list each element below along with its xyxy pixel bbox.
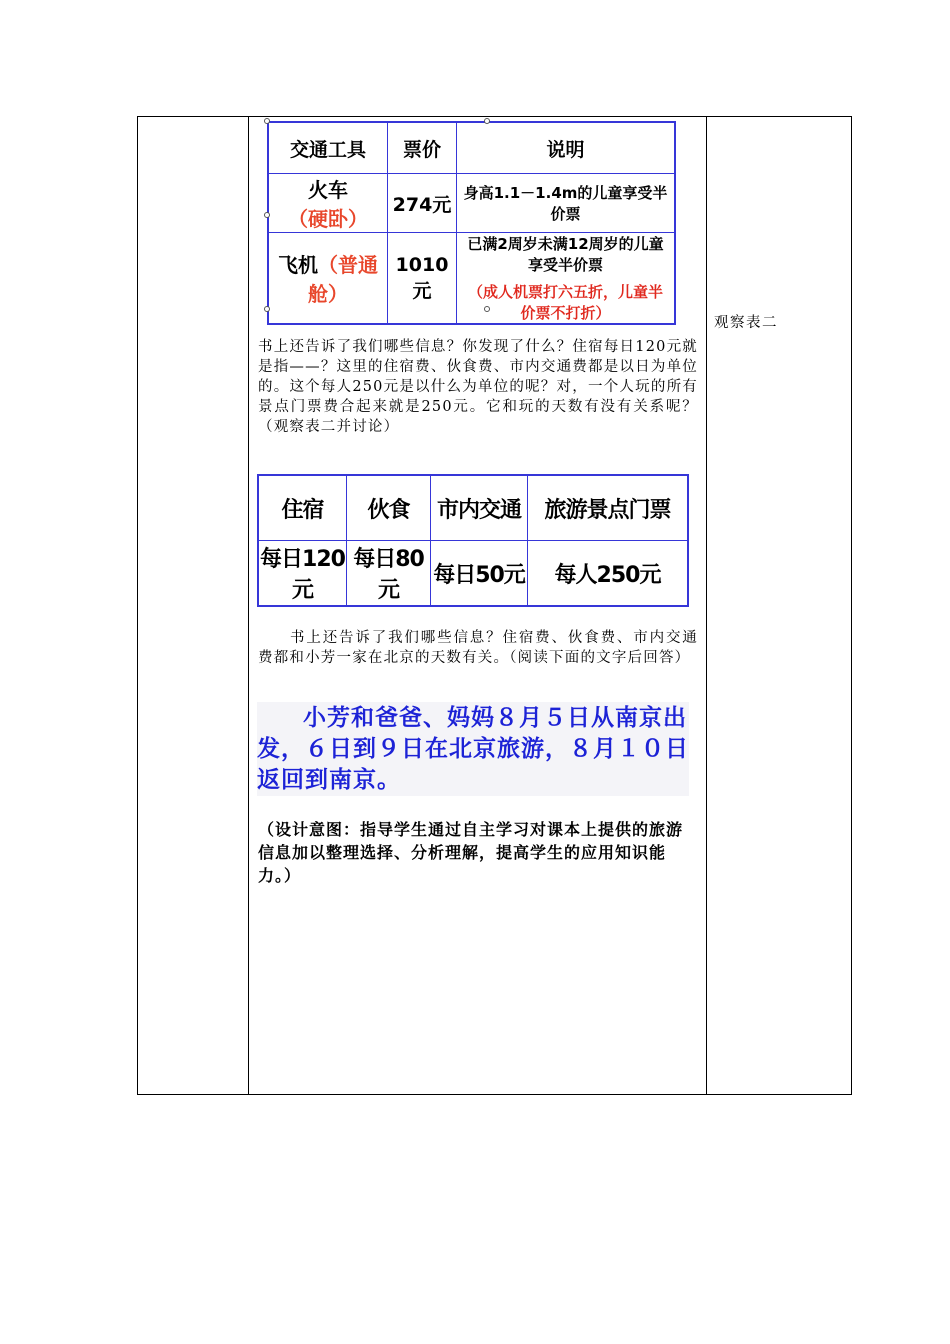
cost-value: 每日50元 xyxy=(431,541,528,607)
ticket-header-tool: 交通工具 xyxy=(268,122,388,174)
ticket-price-table xyxy=(267,121,676,325)
selection-handle[interactable] xyxy=(264,212,270,218)
cost-header: 市内交通 xyxy=(431,475,528,541)
selection-handle[interactable] xyxy=(484,118,490,124)
selection-handle[interactable] xyxy=(264,306,270,312)
selection-handle[interactable] xyxy=(264,118,270,124)
ticket-cell-tool: 火车（硬卧） xyxy=(268,174,388,233)
ticket-cell-price: 1010元 xyxy=(388,233,457,325)
ticket-cell-tool-sub: （硬卧） xyxy=(288,207,368,231)
paragraph-read-prompt: 书上还告诉了我们哪些信息？住宿费、伙食费、市内交通费都和小芳一家在北京的天数有关。（阅读下面的文字后回答） xyxy=(258,630,698,666)
cost-value: 每日120元 xyxy=(258,541,347,607)
story-text: 小芳和爸爸、妈妈８月５日从南京出发，６日到９日在北京旅游，８月１０日返回到南京。 xyxy=(257,704,689,793)
cost-header: 住宿 xyxy=(258,475,347,541)
side-note: 观察表二 xyxy=(714,315,778,331)
ticket-cell-note: 已满2周岁未满12周岁的儿童享受半价票 （成人机票打六五折，儿童半价票不打折） xyxy=(457,233,676,325)
ticket-cell-tool: 飞机（普通舱） xyxy=(268,233,388,325)
column-divider-right xyxy=(706,117,707,1094)
ticket-header-note: 说明 xyxy=(457,122,676,174)
cost-value: 每人250元 xyxy=(528,541,689,607)
ticket-cell-price: 274元 xyxy=(388,174,457,233)
cost-header: 伙食 xyxy=(347,475,431,541)
design-intent-note: （设计意图：指导学生通过自主学习对课本上提供的旅游信息加以整理选择、分析理解，提高学生的应用知识能力。） xyxy=(258,820,684,885)
selection-handle[interactable] xyxy=(484,306,490,312)
cost-header: 旅游景点门票 xyxy=(528,475,689,541)
column-divider-left xyxy=(248,117,249,1094)
ticket-header-price: 票价 xyxy=(388,122,457,174)
cost-value: 每日80元 xyxy=(347,541,431,607)
cost-table xyxy=(257,474,689,607)
ticket-cell-tool-sub: （普通舱） xyxy=(308,253,378,306)
ticket-cell-note-red: （成人机票打六五折，儿童半价票不打折） xyxy=(467,283,663,322)
story-box xyxy=(257,702,689,796)
ticket-cell-note: 身高1.1－1.4m的儿童享受半价票 xyxy=(457,174,676,233)
paragraph-info-question: 书上还告诉了我们哪些信息？你发现了什么？住宿每日120元就是指——？这里的住宿费、伙食费、市内交通费都是以日为单位的。这个每人250元是以什么为单位的呢？对，一个人玩的所有景点门票费合起来就是250元。它和玩的天数有没有关系呢？（观察表二并讨论） xyxy=(258,339,698,435)
